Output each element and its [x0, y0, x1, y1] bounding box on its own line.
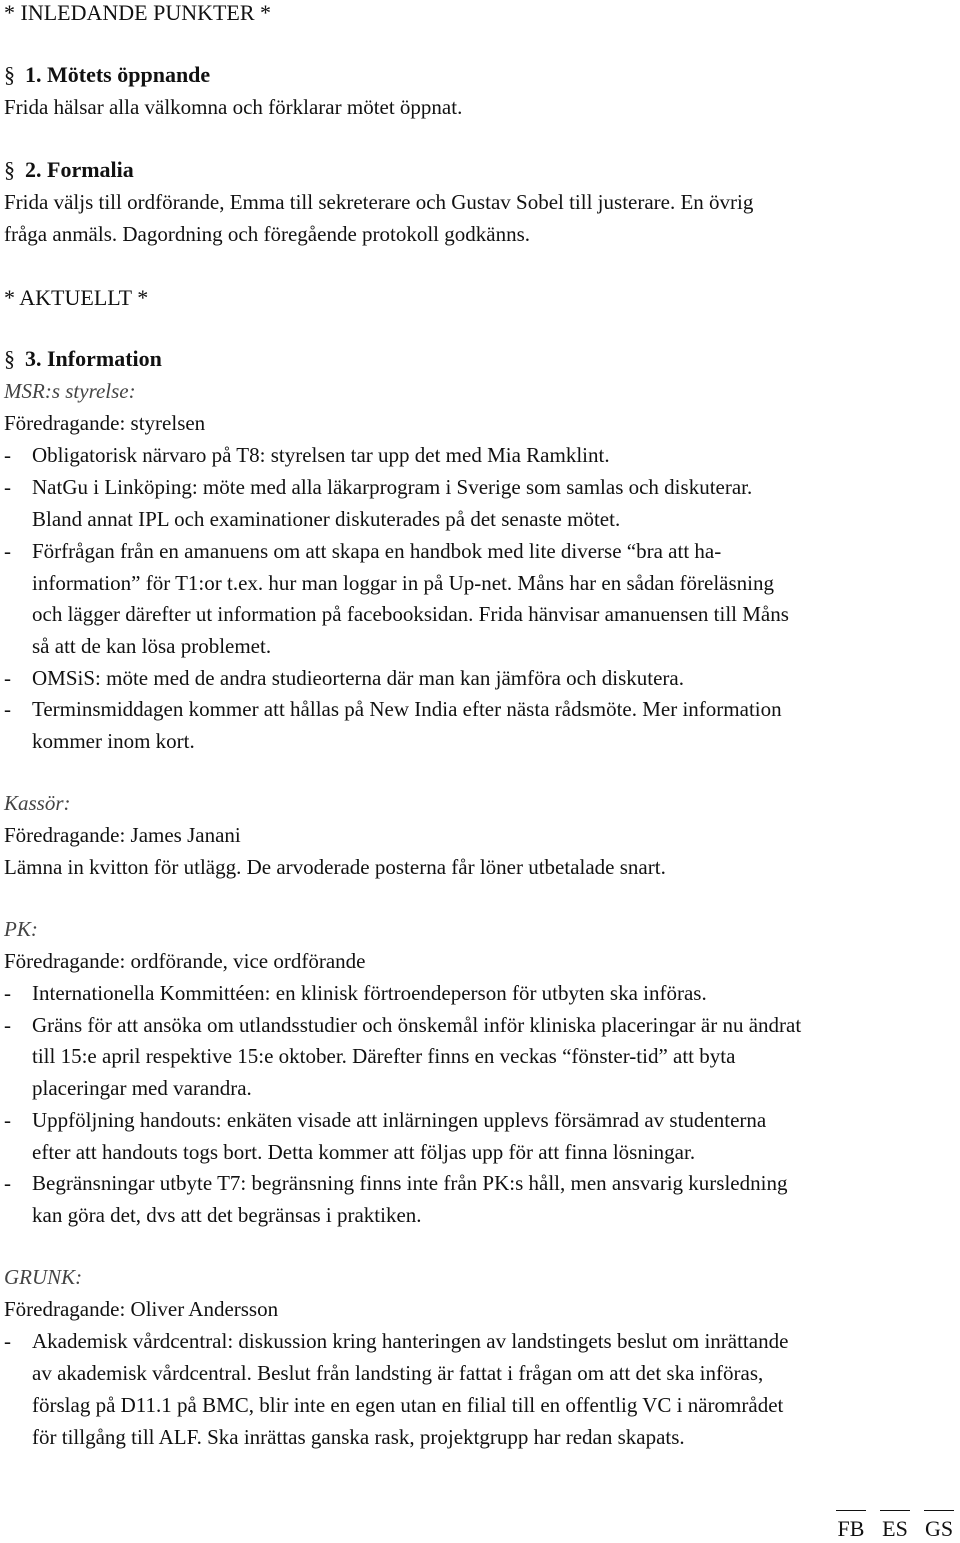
signature-initials: ES — [882, 1516, 908, 1541]
bullet-dash: - — [4, 981, 11, 1005]
section-1-title: 1. Mötets öppnande — [25, 62, 211, 87]
signature-initials: GS — [924, 1516, 954, 1541]
paragraph-sign: § — [4, 346, 15, 371]
section-2-title: 2. Formalia — [25, 157, 134, 182]
bullet-dash: - — [4, 475, 11, 499]
list-item-continuation: av akademisk vårdcentral. Beslut från landsting är fattat i frågan om att det ska införas, — [32, 1361, 764, 1385]
section-2-heading — [4, 154, 134, 186]
bullet-dash: - — [4, 697, 11, 721]
list-item-continuation: information” för T1:or t.ex. hur man loggar in på Up-net. Måns har en sådan föreläsning — [32, 571, 774, 595]
list-item-continuation: placeringar med varandra. — [32, 1076, 252, 1100]
signature-es — [874, 1510, 916, 1543]
list-item: Akademisk vårdcentral: diskussion kring hanteringen av landstingets beslut om inrättande — [32, 1329, 789, 1353]
list-item-continuation: så att de kan lösa problemet. — [32, 634, 272, 658]
list-item-continuation: efter att handouts togs bort. Detta kommer att följas upp för att finna lösningar. — [32, 1140, 696, 1164]
list-item-continuation: förslag på D11.1 på BMC, blir inte en egen utan en filial till en offentlig VC i närområdet — [32, 1393, 784, 1417]
bullet-dash: - — [4, 539, 11, 563]
list-item: Terminsmiddagen kommer att hållas på New India efter nästa rådsmöte. Mer information — [32, 697, 782, 721]
msr-heading: MSR:s styrelse: — [4, 379, 136, 403]
list-item: NatGu i Linköping: möte med alla läkarprogram i Sverige som samlas och diskuterar. — [32, 475, 753, 499]
bullet-dash: - — [4, 1171, 11, 1195]
kassor-body: Lämna in kvitton för utlägg. De arvoderade posterna får löner utbetalade snart. — [4, 855, 666, 879]
bullet-dash: - — [4, 1329, 11, 1353]
section-3-title: 3. Information — [25, 346, 162, 371]
list-item-continuation: till 15:e april respektive 15:e oktober. Därefter finns en veckas “fönster-tid” att byta — [32, 1044, 736, 1068]
list-item-continuation: för tillgång till ALF. Ska inrättas ganska rask, projektgrupp har redan skapats. — [32, 1425, 685, 1449]
section-1-body: Frida hälsar alla välkomna och förklarar mötet öppnat. — [4, 95, 463, 119]
list-item: Begränsningar utbyte T7: begränsning finns inte från PK:s håll, men ansvarig kursledning — [32, 1171, 788, 1195]
section-1-heading — [4, 59, 210, 91]
list-item: Förfrågan från en amanuens om att skapa en handbok med lite diverse “bra att ha- — [32, 539, 722, 563]
list-item-continuation: Bland annat IPL och examinationer diskuterades på det senaste mötet. — [32, 507, 621, 531]
list-item: Obligatorisk närvaro på T8: styrelsen tar upp det med Mia Ramklint. — [32, 443, 610, 467]
section-2-body-line: Frida väljs till ordförande, Emma till sekreterare och Gustav Sobel till justerare. En övrig — [4, 190, 754, 214]
signature-line — [924, 1510, 954, 1511]
section-intro-heading: * INLEDANDE PUNKTER * — [4, 0, 272, 25]
list-item: Gräns för att ansöka om utlandsstudier och önskemål inför kliniska placeringar är nu ändrat — [32, 1013, 802, 1037]
signature-gs — [918, 1510, 960, 1543]
grunk-heading: GRUNK: — [4, 1265, 83, 1289]
list-item: Internationella Kommittéen: en klinisk förtroendeperson för utbyten ska införas. — [32, 981, 707, 1005]
kassor-presenter: Föredragande: James Janani — [4, 823, 241, 847]
section-current-heading: * AKTUELLT * — [4, 285, 149, 310]
bullet-dash: - — [4, 1108, 11, 1132]
list-item-continuation: kan göra det, dvs att det begränsas i praktiken. — [32, 1203, 422, 1227]
grunk-presenter: Föredragande: Oliver Andersson — [4, 1297, 279, 1321]
signature-fb — [830, 1510, 872, 1543]
list-item: OMSiS: möte med de andra studieorterna där man kan jämföra och diskutera. — [32, 666, 684, 690]
list-item-continuation: kommer inom kort. — [32, 729, 195, 753]
list-item: Uppföljning handouts: enkäten visade att inlärningen upplevs försämrad av studenterna — [32, 1108, 767, 1132]
msr-presenter: Föredragande: styrelsen — [4, 411, 206, 435]
signature-line — [836, 1510, 866, 1511]
list-item-continuation: och lägger därefter ut information på facebooksidan. Frida hänvisar amanuensen till Måns — [32, 602, 789, 626]
pk-presenter: Föredragande: ordförande, vice ordförande — [4, 949, 366, 973]
bullet-dash: - — [4, 1013, 11, 1037]
pk-heading: PK: — [4, 917, 38, 941]
paragraph-sign: § — [4, 157, 15, 182]
bullet-dash: - — [4, 666, 11, 690]
signature-line — [880, 1510, 910, 1511]
section-2-body-line: fråga anmäls. Dagordning och föregående protokoll godkänns. — [4, 222, 531, 246]
kassor-heading: Kassör: — [4, 791, 71, 815]
signature-initials: FB — [837, 1516, 865, 1541]
paragraph-sign: § — [4, 62, 15, 87]
bullet-dash: - — [4, 443, 11, 467]
section-3-heading — [4, 343, 162, 375]
